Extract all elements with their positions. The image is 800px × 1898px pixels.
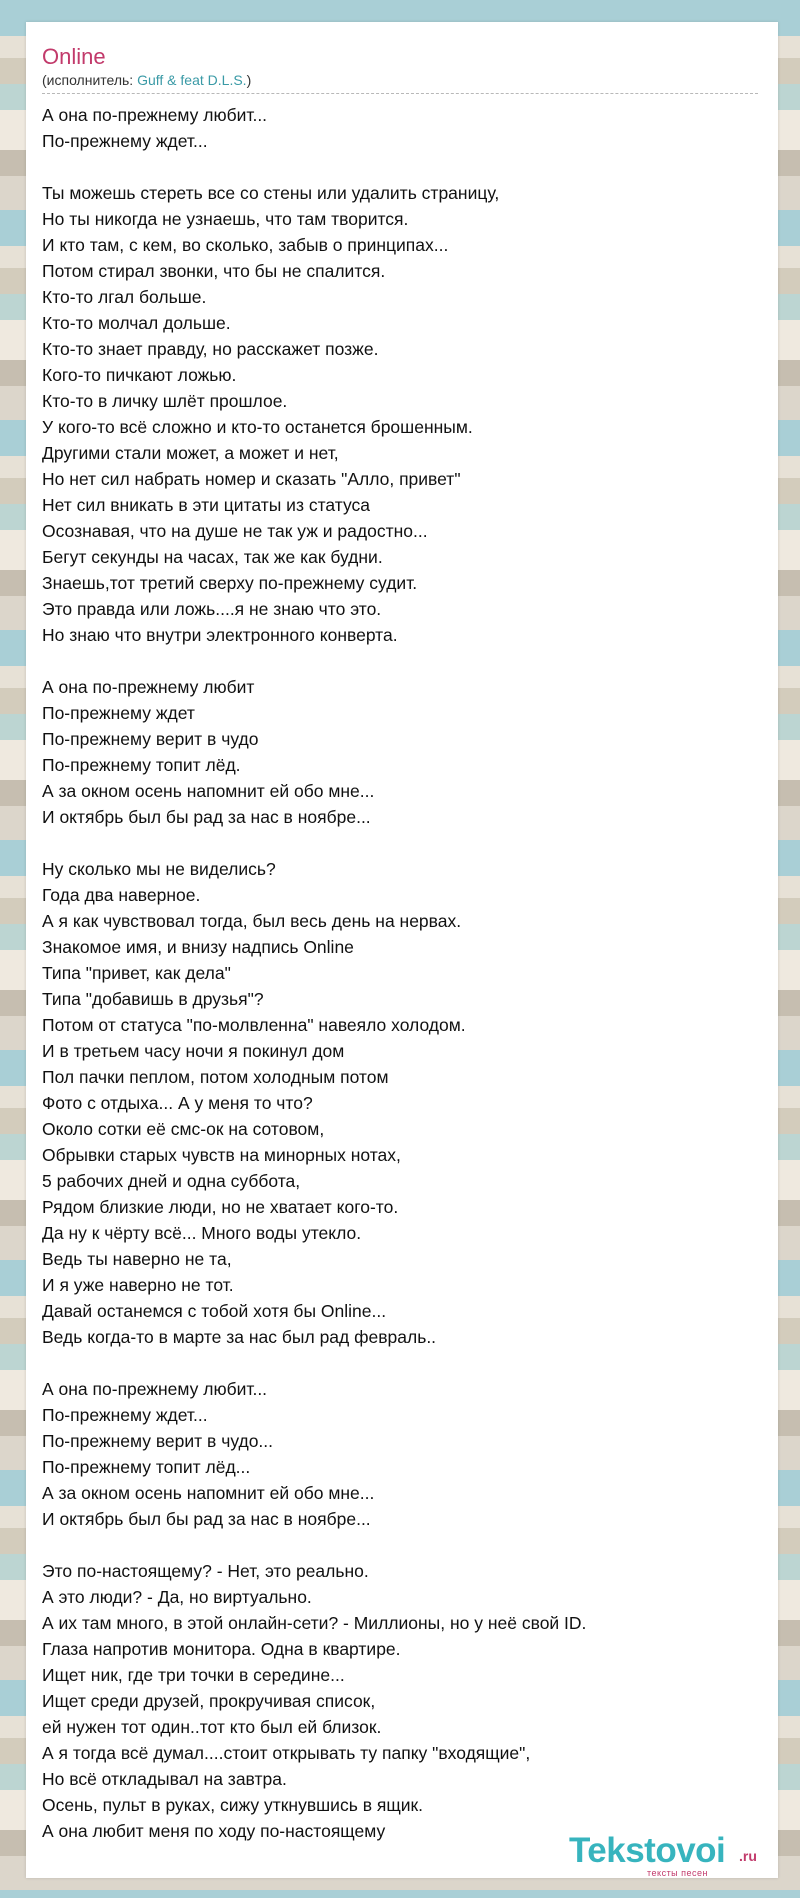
lyrics-stanza — [42, 1558, 762, 1844]
lyrics-stanza — [42, 1376, 762, 1532]
lyrics-stanza — [42, 856, 762, 1350]
song-title: Online — [42, 44, 106, 69]
lyrics-line: А это люди? - Да, но виртуально. — [42, 1587, 312, 1607]
lyrics-line: Глаза напротив монитора. Одна в квартире. — [42, 1639, 401, 1659]
site-logo[interactable] — [569, 1832, 769, 1878]
lyrics-line: Но нет сил набрать номер и сказать "Алло, привет" — [42, 469, 461, 489]
lyrics-line: Нет сил вникать в эти цитаты из статуса — [42, 495, 370, 515]
lyrics-line: Типа "привет, как дела" — [42, 963, 231, 983]
lyrics-line: А она любит меня по ходу по-настоящему — [42, 1821, 386, 1841]
lyrics-line: А за окном осень напомнит ей обо мне... — [42, 781, 375, 801]
lyrics-line: Ведь ты наверно не та, — [42, 1249, 232, 1269]
lyrics-line: И кто там, с кем, во сколько, забыв о принципах... — [42, 235, 449, 255]
lyrics-line: По-прежнему топит лёд... — [42, 1457, 251, 1477]
lyrics-line: И октябрь был бы рад за нас в ноябре... — [42, 807, 371, 827]
lyrics-line: По-прежнему верит в чудо — [42, 729, 259, 749]
lyrics-line: А их там много, в этой онлайн-сети? - Миллионы, но у неё свой ID. — [42, 1613, 587, 1633]
lyrics-line: Ведь когда-то в марте за нас был рад февраль.. — [42, 1327, 437, 1347]
lyrics-line: Бегут секунды на часах, так же как будни. — [42, 547, 383, 567]
lyrics-line: А она по-прежнему любит... — [42, 1379, 268, 1399]
lyrics-line: У кого-то всё сложно и кто-то останется брошенным. — [42, 417, 473, 437]
lyrics-line: ей нужен тот один..тот кто был ей близок. — [42, 1717, 382, 1737]
lyrics-line: Это по-настоящему? - Нет, это реально. — [42, 1561, 369, 1581]
lyrics-line: Осень, пульт в руках, сижу уткнувшись в ящик. — [42, 1795, 424, 1815]
lyrics-line: А я как чувствовал тогда, был весь день на нервах. — [42, 911, 462, 931]
lyrics-line: А она по-прежнему любит... — [42, 105, 268, 125]
lyrics-line: Около сотки её смс-ок на сотовом, — [42, 1119, 325, 1139]
lyrics-line: Давай останемся с тобой хотя бы Online... — [42, 1301, 387, 1321]
lyrics-stanza — [42, 102, 762, 154]
artist-suffix: ) — [246, 72, 252, 88]
artist-line — [42, 72, 251, 88]
lyrics-line: Ты можешь стереть все со стены или удалить страницу, — [42, 183, 500, 203]
lyrics-line: По-прежнему ждет... — [42, 131, 208, 151]
lyrics-line: Кто-то в личку шлёт прошлое. — [42, 391, 288, 411]
lyrics-line: Фото с отдыха... А у меня то что? — [42, 1093, 313, 1113]
lyrics-line: Кто-то лгал больше. — [42, 287, 207, 307]
lyrics-line: Это правда или ложь....я не знаю что это. — [42, 599, 382, 619]
lyrics-line: Потом стирал звонки, что бы не спалится. — [42, 261, 386, 281]
lyrics-line: А она по-прежнему любит — [42, 677, 255, 697]
lyrics-line: Года два наверное. — [42, 885, 201, 905]
lyrics-line: И октябрь был бы рад за нас в ноябре... — [42, 1509, 371, 1529]
lyrics-line: Но всё откладывал на завтра. — [42, 1769, 287, 1789]
lyrics-line: Типа "добавишь в друзья"? — [42, 989, 264, 1009]
logo-tld: .ru — [739, 1848, 757, 1864]
lyrics-line: Другими стали может, а может и нет, — [42, 443, 339, 463]
lyrics-line: И в третьем часу ночи я покинул дом — [42, 1041, 345, 1061]
lyrics-line: По-прежнему верит в чудо... — [42, 1431, 274, 1451]
title-divider — [42, 93, 758, 94]
lyrics-line: Осознавая, что на душе не так уж и радостно... — [42, 521, 428, 541]
lyrics-line: Да ну к чёрту всё... Много воды утекло. — [42, 1223, 362, 1243]
lyrics-line: По-прежнему ждет... — [42, 1405, 208, 1425]
lyrics-line: Но знаю что внутри электронного конверта. — [42, 625, 398, 645]
artist-prefix: (исполнитель: — [42, 72, 138, 88]
lyrics-line: Но ты никогда не узнаешь, что там творится. — [42, 209, 409, 229]
lyrics-line: По-прежнему ждет — [42, 703, 195, 723]
lyrics-stanza — [42, 180, 762, 648]
lyrics-line: Кто-то молчал дольше. — [42, 313, 231, 333]
lyrics-card — [26, 22, 778, 1878]
lyrics-text — [42, 102, 762, 1870]
lyrics-line: Знакомое имя, и внизу надпись Online — [42, 937, 354, 957]
lyrics-line: Ищет среди друзей, прокручивая список, — [42, 1691, 376, 1711]
lyrics-line: Ищет ник, где три точки в середине... — [42, 1665, 345, 1685]
lyrics-line: Обрывки старых чувств на минорных нотах, — [42, 1145, 401, 1165]
lyrics-line: Потом от статуса "по-молвленна" навеяло холодом. — [42, 1015, 466, 1035]
lyrics-line: По-прежнему топит лёд. — [42, 755, 241, 775]
lyrics-line: Рядом близкие люди, но не хватает кого-то. — [42, 1197, 399, 1217]
logo-tagline: тексты песен — [647, 1868, 709, 1878]
logo-name: Tekstovoi — [569, 1831, 726, 1870]
lyrics-line: А я тогда всё думал....стоит открывать ту папку "входящие", — [42, 1743, 531, 1763]
lyrics-line: Пол пачки пеплом, потом холодным потом — [42, 1067, 389, 1087]
lyrics-line: Ну сколько мы не виделись? — [42, 859, 276, 879]
lyrics-line: И я уже наверно не тот. — [42, 1275, 234, 1295]
lyrics-line: Кого-то пичкают ложью. — [42, 365, 237, 385]
lyrics-line: Знаешь,тот третий сверху по-прежнему судит. — [42, 573, 418, 593]
artist-link[interactable]: Guff & feat D.L.S. — [137, 72, 247, 88]
lyrics-line: А за окном осень напомнит ей обо мне... — [42, 1483, 375, 1503]
lyrics-stanza — [42, 674, 762, 830]
lyrics-line: 5 рабочих дней и одна суббота, — [42, 1171, 301, 1191]
lyrics-line: Кто-то знает правду, но расскажет позже. — [42, 339, 379, 359]
